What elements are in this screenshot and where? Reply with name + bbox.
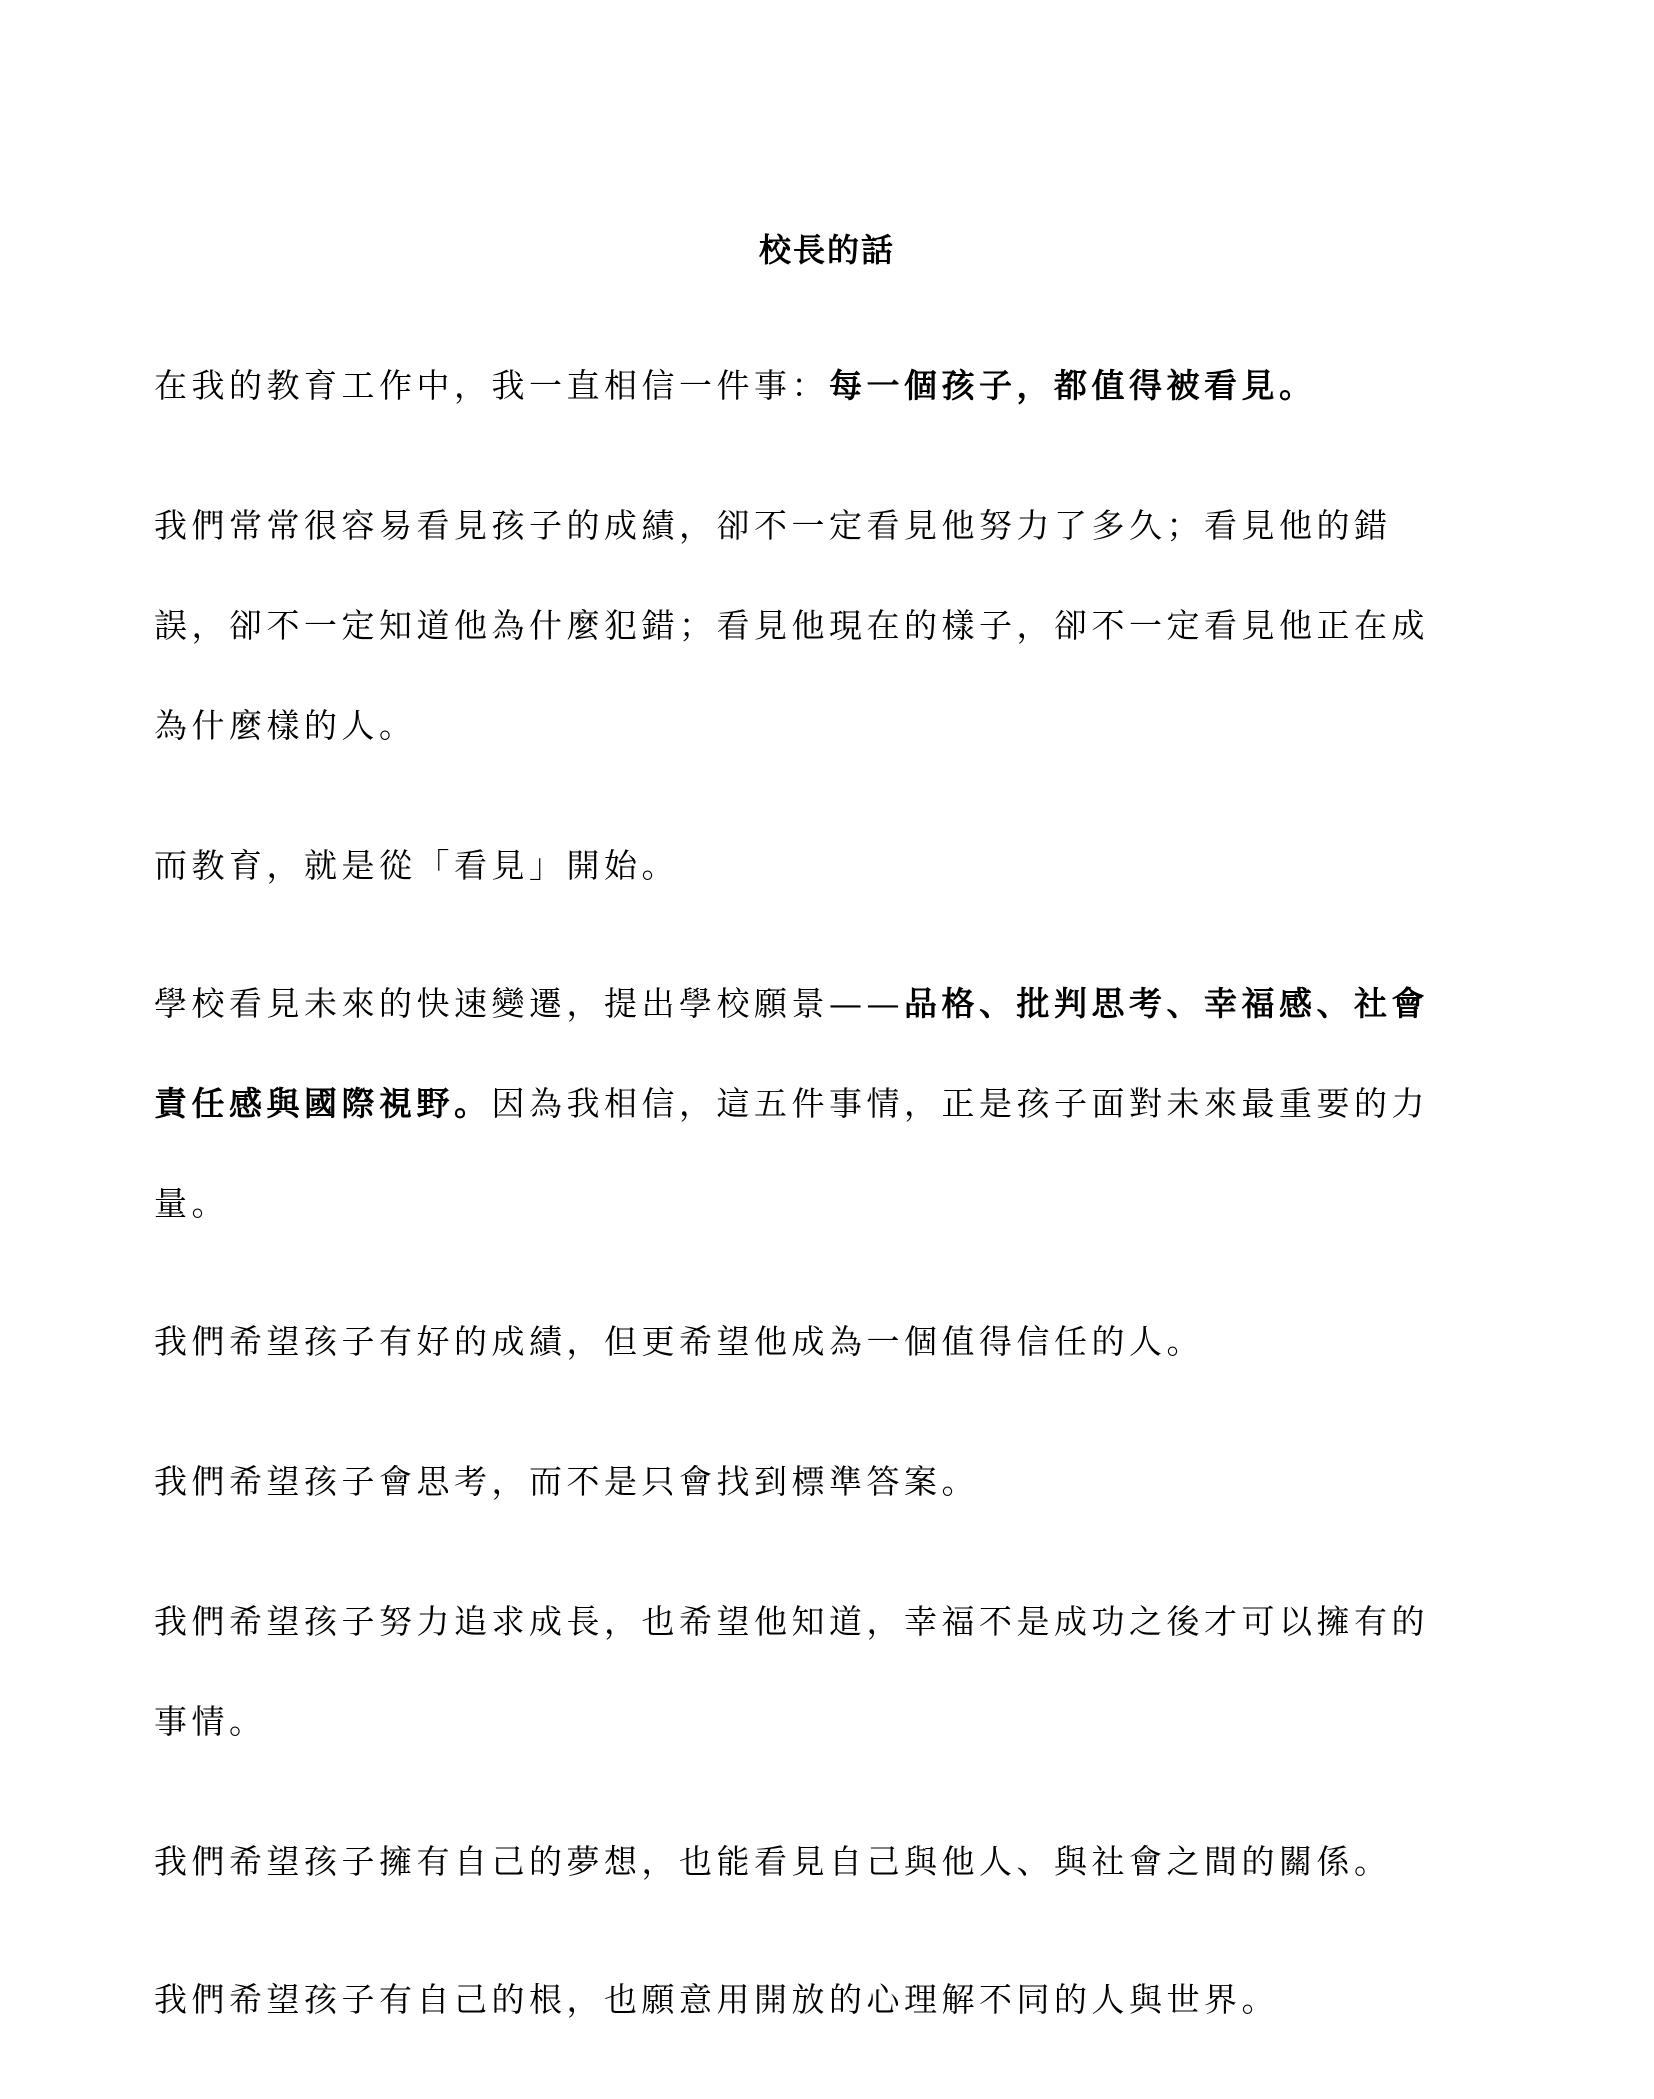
paragraph-hope-roots [154, 1950, 1474, 2050]
emphasis-text: 品格、批判思考、幸福感、社會 [904, 984, 1429, 1023]
paragraph-hope-dreams [154, 1812, 1474, 1912]
paragraph-line [154, 336, 1474, 436]
paragraph-line: 誤，卻不一定知道他為什麼犯錯；看見他現在的樣子，卻不一定看見他正在成 [154, 606, 1429, 645]
paragraph-education-begins [154, 816, 1474, 916]
page-title: 校長的話 [758, 231, 895, 269]
paragraph-line: 我們希望孩子會思考，而不是只會找到標準答案。 [154, 1462, 979, 1501]
paragraph-line: 而教育，就是從「看見」開始。 [154, 846, 679, 885]
paragraph-text: 因為我相信，這五件事情，正是孩子面對未來最重要的力 [491, 1084, 1429, 1123]
paragraph-text: 學校看見未來的快速變遷，提出學校願景—— [154, 984, 904, 1023]
paragraph-seeing-children [154, 476, 1474, 776]
paragraph-line [154, 1054, 1474, 1154]
paragraph-line: 我們希望孩子有好的成績，但更希望他成為一個值得信任的人。 [154, 1322, 1204, 1361]
paragraph-hope-trust [154, 1292, 1474, 1392]
paragraph-line: 事情。 [154, 1702, 267, 1741]
paragraph-belief [154, 336, 1474, 436]
emphasis-text: 每一個孩子，都值得被看見。 [829, 366, 1317, 405]
paragraph-hope-growth [154, 1572, 1474, 1772]
paragraph-text: 在我的教育工作中，我一直相信一件事： [154, 366, 829, 405]
paragraph-line: 我們希望孩子有自己的根，也願意用開放的心理解不同的人與世界。 [154, 1980, 1279, 2019]
paragraph-line: 量。 [154, 1184, 229, 1223]
paragraph-line [154, 954, 1474, 1054]
emphasis-text: 責任感與國際視野。 [154, 1084, 492, 1123]
paragraph-line: 我們希望孩子擁有自己的夢想，也能看見自己與他人、與社會之間的關係。 [154, 1842, 1392, 1881]
paragraph-hope-thinking [154, 1432, 1474, 1532]
paragraph-line: 我們希望孩子努力追求成長，也希望他知道，幸福不是成功之後才可以擁有的 [154, 1602, 1429, 1641]
paragraph-line: 我們常常很容易看見孩子的成績，卻不一定看見他努力了多久；看見他的錯 [154, 506, 1392, 545]
paragraph-school-vision [154, 954, 1474, 1254]
paragraph-line: 為什麼樣的人。 [154, 706, 417, 745]
